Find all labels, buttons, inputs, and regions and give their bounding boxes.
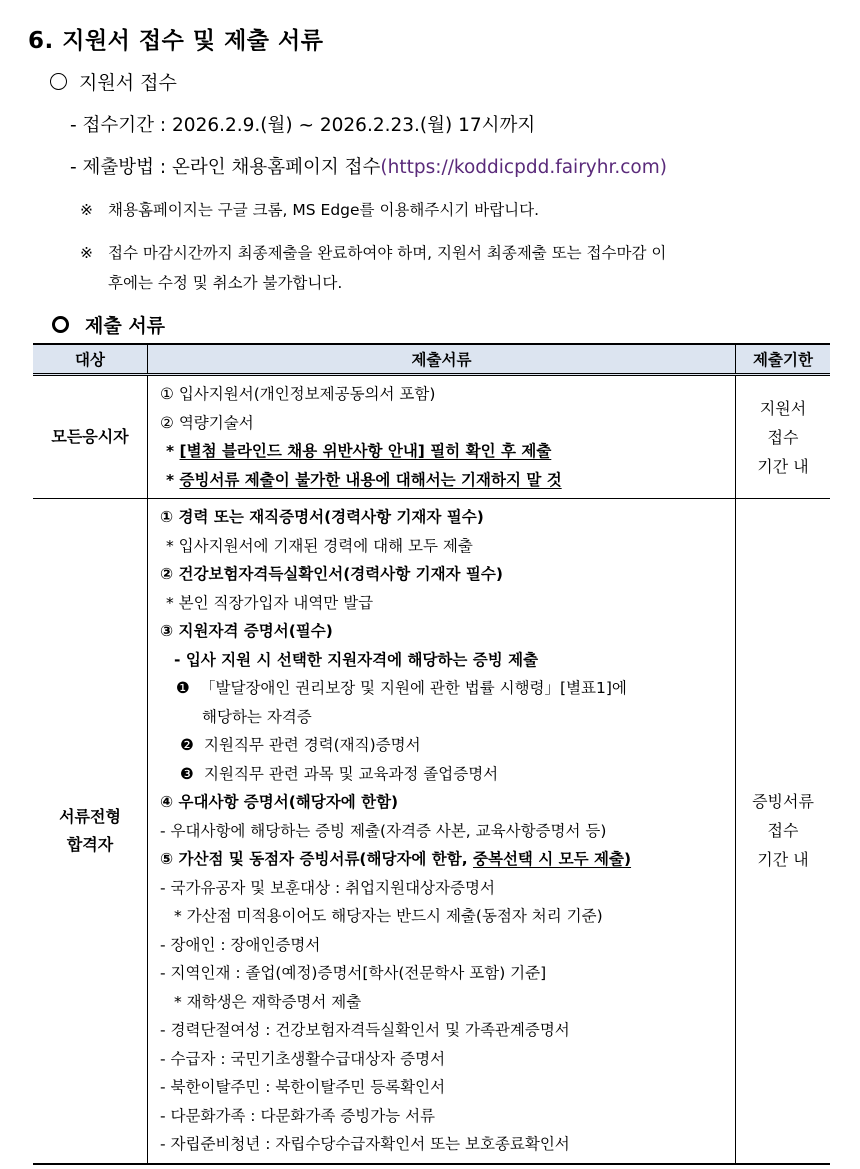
list-item: [160, 466, 735, 495]
list-item: ① 경력 또는 재직증명서(경력사항 기재자 필수): [160, 508, 484, 526]
list-item-text: 지원직무 관련 경력(재직)증명서: [204, 736, 421, 754]
list-item-text: ⑤ 가산점 및 동점자 증빙서류(해당자에 한함,: [160, 850, 474, 868]
list-item: * 입사지원서에 기재된 경력에 대해 모두 제출: [166, 536, 473, 555]
list-item: ① 입사지원서(개인정보제공동의서 포함): [160, 385, 436, 403]
circle-bullet-icon: [50, 73, 67, 90]
list-item: [160, 731, 735, 760]
subsection-documents: [52, 311, 165, 338]
list-item: ② 역량기술서: [160, 413, 254, 432]
deadline-cell: [736, 499, 831, 1164]
list-item: - 국가유공자 및 보훈대상 : 취업지원대상자증명서: [160, 878, 495, 897]
list-item-text: 「발달장애인 권리보장 및 지원에 관한 법률 시행령」[별표1]에: [200, 679, 627, 697]
deadline-cell: [736, 375, 831, 499]
no-unverifiable-notice: 증빙서류 제출이 불가한 내용에 대해서는 기재하지 말 것: [179, 470, 562, 489]
target-all-applicants: 모든응시자: [33, 375, 148, 499]
list-item: * 가산점 미적용이어도 해당자는 반드시 제출(동점자 처리 기준): [174, 907, 603, 925]
section-heading: 6. 지원서 접수 및 제출 서류: [28, 28, 324, 54]
header-target: 대상: [33, 344, 148, 375]
docs-cell: [148, 499, 736, 1164]
header-docs: 제출서류: [148, 344, 736, 375]
numbered-bullet-icon: ❶: [176, 679, 190, 697]
table-row: [33, 375, 830, 499]
list-item: ④ 우대사항 증명서(해당자에 한함): [160, 793, 399, 811]
list-item: 해당하는 자격증: [202, 707, 312, 726]
subsection-title: 제출 서류: [85, 315, 166, 337]
deadline-line: 기간 내: [757, 456, 809, 476]
method-label: - 제출방법 : 온라인 채용홈페이지 접수: [70, 157, 381, 178]
method-line: [70, 153, 667, 179]
deadline-note-line2: 후에는 수정 및 취소가 불가합니다.: [108, 274, 343, 292]
list-item: [160, 674, 735, 703]
documents-table: [33, 343, 830, 1165]
circle-bullet-icon: [52, 316, 69, 333]
table-row: [33, 499, 830, 1164]
list-item: [160, 845, 735, 874]
list-item: [160, 760, 735, 789]
application-url[interactable]: (https://koddicpdd.fairyhr.com): [380, 157, 667, 178]
target-line: 합격자: [66, 834, 114, 854]
numbered-bullet-icon: ❸: [180, 764, 194, 783]
deadline-note: [80, 238, 832, 298]
list-item-text: 지원직무 관련 과목 및 교육과정 졸업증명서: [204, 764, 499, 783]
list-item: ② 건강보험자격득실확인서(경력사항 기재자 필수): [160, 565, 503, 583]
list-item: - 경력단절여성 : 건강보험자격득실확인서 및 가족관계증명서: [160, 1021, 570, 1039]
list-item: - 북한이탈주민 : 북한이탈주민 등록확인서: [160, 1078, 446, 1096]
header-deadline: 제출기한: [736, 344, 831, 375]
deadline-line: 기간 내: [757, 850, 809, 870]
docs-cell: [148, 375, 736, 499]
deadline-line: 지원서: [759, 398, 807, 418]
reference-mark-icon: ※: [80, 244, 93, 262]
browser-note-text: 채용홈페이지는 구글 크롬, MS Edge를 이용해주시기 바랍니다.: [108, 201, 540, 219]
list-item: - 장애인 : 장애인증명서: [160, 935, 321, 954]
subsection-application: [50, 68, 177, 95]
blind-hiring-notice: [별첨 블라인드 채용 위반사항 안내] 필히 확인 후 제출: [179, 442, 552, 460]
list-item: [160, 437, 735, 466]
table-header-row: [33, 344, 830, 375]
deadline-line: 접수: [767, 427, 799, 447]
star-mark: *: [166, 470, 180, 489]
duplicate-select-notice: 중복선택 시 모두 제출): [473, 850, 632, 868]
list-item: - 지역인재 : 졸업(예정)증명서[학사(전문학사 포함) 기준]: [160, 964, 547, 982]
star-mark: *: [166, 442, 180, 460]
reference-mark-icon: ※: [80, 201, 93, 219]
numbered-bullet-icon: ❷: [180, 736, 194, 754]
target-line: 서류전형: [59, 806, 121, 826]
list-item: * 본인 직장가입자 내역만 발급: [166, 593, 374, 612]
browser-note: [80, 195, 832, 225]
list-item: - 다문화가족 : 다문화가족 증빙가능 서류: [160, 1106, 436, 1125]
deadline-line: 증빙서류: [752, 792, 814, 812]
target-passed-applicants: [33, 499, 148, 1164]
list-item: ③ 지원자격 증명서(필수): [160, 622, 333, 640]
list-item: * 재학생은 재학증명서 제출: [174, 992, 362, 1011]
list-item: - 우대사항에 해당하는 증빙 제출(자격증 사본, 교육사항증명서 등): [160, 821, 607, 840]
deadline-line: 접수: [767, 821, 799, 841]
list-item: - 수급자 : 국민기초생활수급대상자 증명서: [160, 1049, 446, 1068]
list-item: - 입사 지원 시 선택한 지원자격에 해당하는 증빙 제출: [174, 650, 539, 669]
subsection-title: 지원서 접수: [79, 72, 177, 94]
period-line: - 접수기간 : 2026.2.9.(월) ~ 2026.2.23.(월) 17시까지: [70, 115, 536, 136]
deadline-note-line1: 접수 마감시간까지 최종제출을 완료하여야 하며, 지원서 최종제출 또는 접수마감 이: [108, 244, 667, 262]
list-item: - 자립준비청년 : 자립수당수급자확인서 또는 보호종료확인서: [160, 1135, 570, 1153]
